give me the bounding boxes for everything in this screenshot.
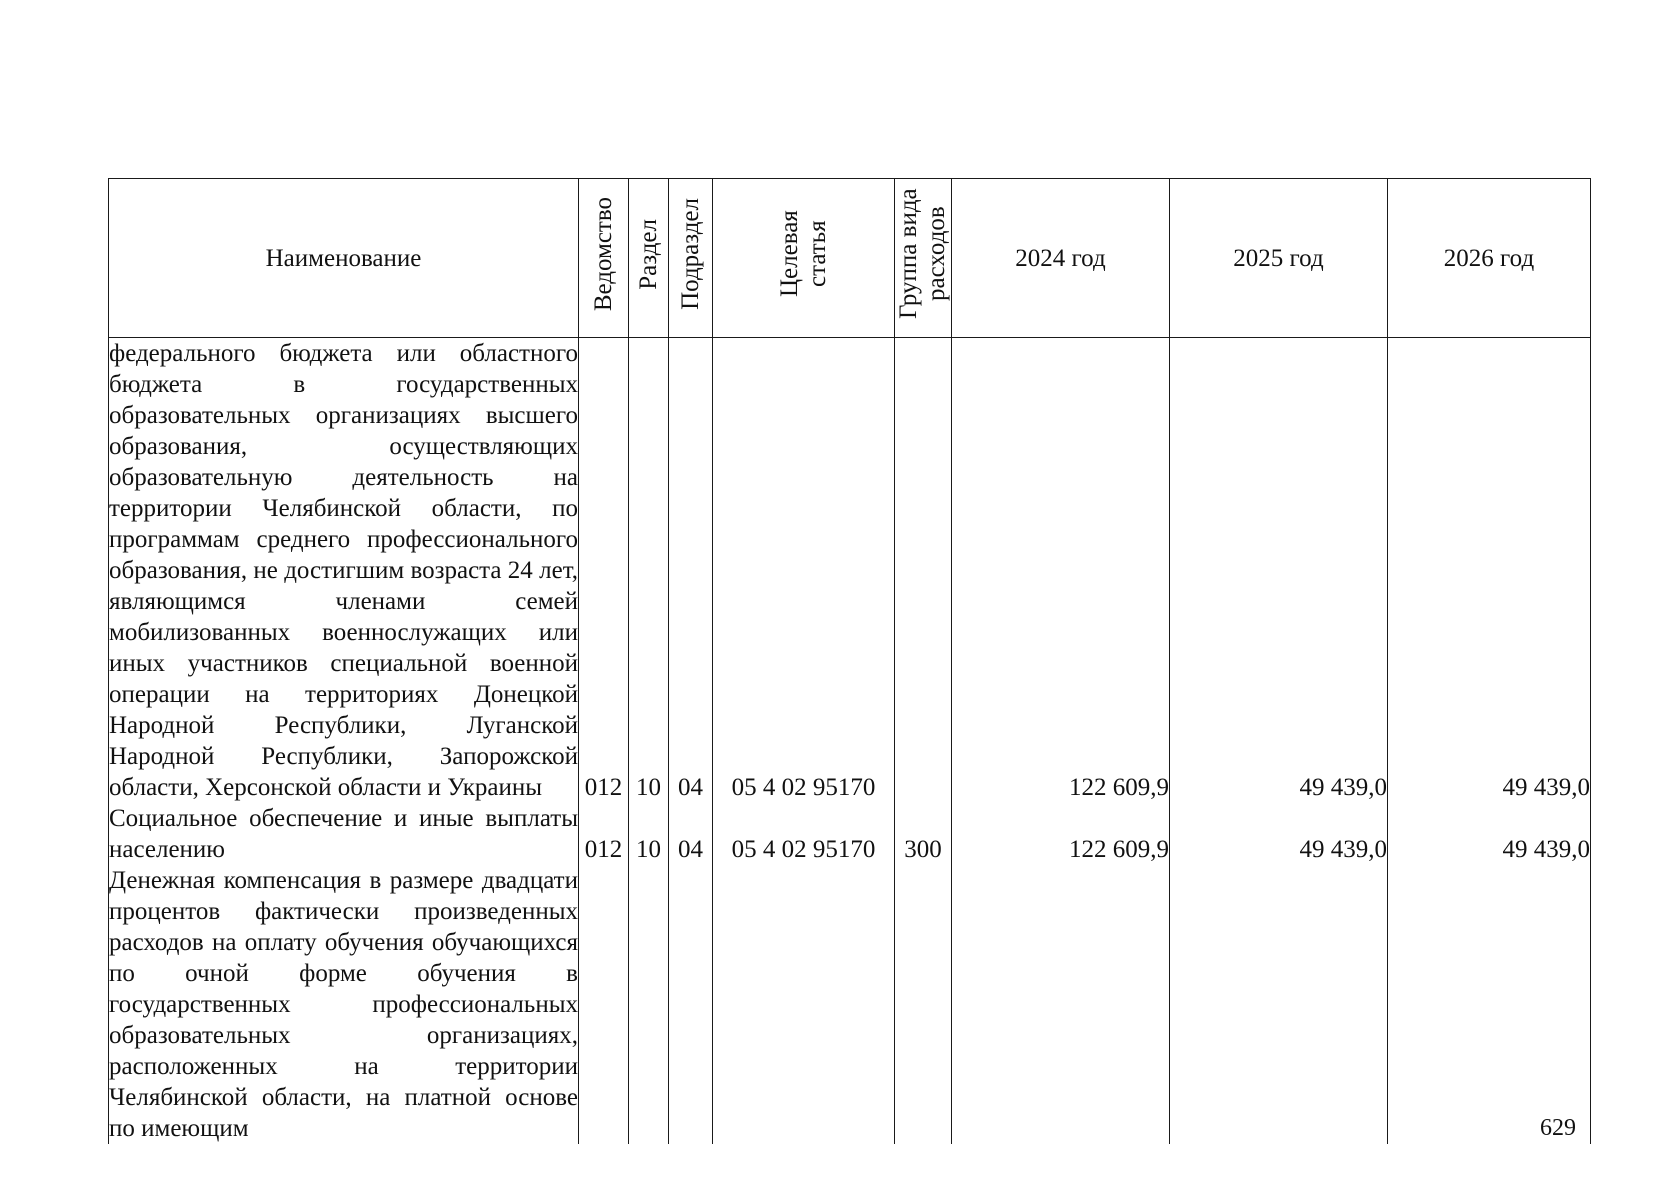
row-name: Денежная компенсация в размере двадцати процентов фактически произведенных расходов на оплату обучения обучающихся по очной форме обучения в государственных профессиональных образовательных организациях, расположенных на территории Челябинской области, на платной основе по имеющим [109,867,578,1142]
row-amount-2024: 122 609,9 [952,338,1170,804]
header-2024: 2024 год [952,179,1170,338]
budget-table [108,178,1591,1144]
row-department: 012 [579,803,629,865]
row-amount-2025: 49 439,0 [1170,338,1388,804]
row-section [629,865,669,1144]
row-amount-2026 [1388,865,1591,1144]
row-amount-2024: 122 609,9 [952,803,1170,865]
table-row [109,338,1591,804]
row-department [579,865,629,1144]
row-expense-group [895,865,952,1144]
row-department: 012 [579,338,629,804]
row-expense-group: 300 [895,803,952,865]
table-row [109,865,1591,1144]
header-name: Наименование [109,179,579,338]
row-amount-2025 [1170,865,1388,1144]
row-name: федерального бюджета или областного бюджета в государственных образовательных организациях высшего образования, осуществляющих образовательную деятельность на территории Челябинской области, по программам среднего профессионального образования, не достигшим возраста 24 лет, являющимся членами семей мобилизованных военнослужащих или иных участников специальной военной операции на территориях Донецкой Народной Республики, Луганской Народной Республики, Запорожской области, Херсонской области и Украины [109,338,579,804]
row-amount-2024 [952,865,1170,1144]
row-section: 10 [629,338,669,804]
table-header-row [109,179,1591,338]
header-subsection: Подраздел [669,179,713,338]
row-expense-group [895,338,952,804]
row-amount-2025: 49 439,0 [1170,803,1388,865]
page-number: 629 [1540,1115,1576,1141]
table-row [109,803,1591,865]
row-target-article [713,865,895,1144]
header-expense-group: Группа вида расходов [895,179,952,338]
row-target-article: 05 4 02 95170 [713,803,895,865]
row-subsection: 04 [669,803,713,865]
row-target-article: 05 4 02 95170 [713,338,895,804]
header-2026: 2026 год [1388,179,1591,338]
header-2025: 2025 год [1170,179,1388,338]
row-amount-2026: 49 439,0 [1388,803,1591,865]
header-section: Раздел [629,179,669,338]
header-department: Ведомство [579,179,629,338]
row-subsection: 04 [669,338,713,804]
row-amount-2026: 49 439,0 [1388,338,1591,804]
row-name: Социальное обеспечение и иные выплаты населению [109,805,578,863]
row-section: 10 [629,803,669,865]
header-target-article: Целевая статья [713,179,895,338]
row-subsection [669,865,713,1144]
